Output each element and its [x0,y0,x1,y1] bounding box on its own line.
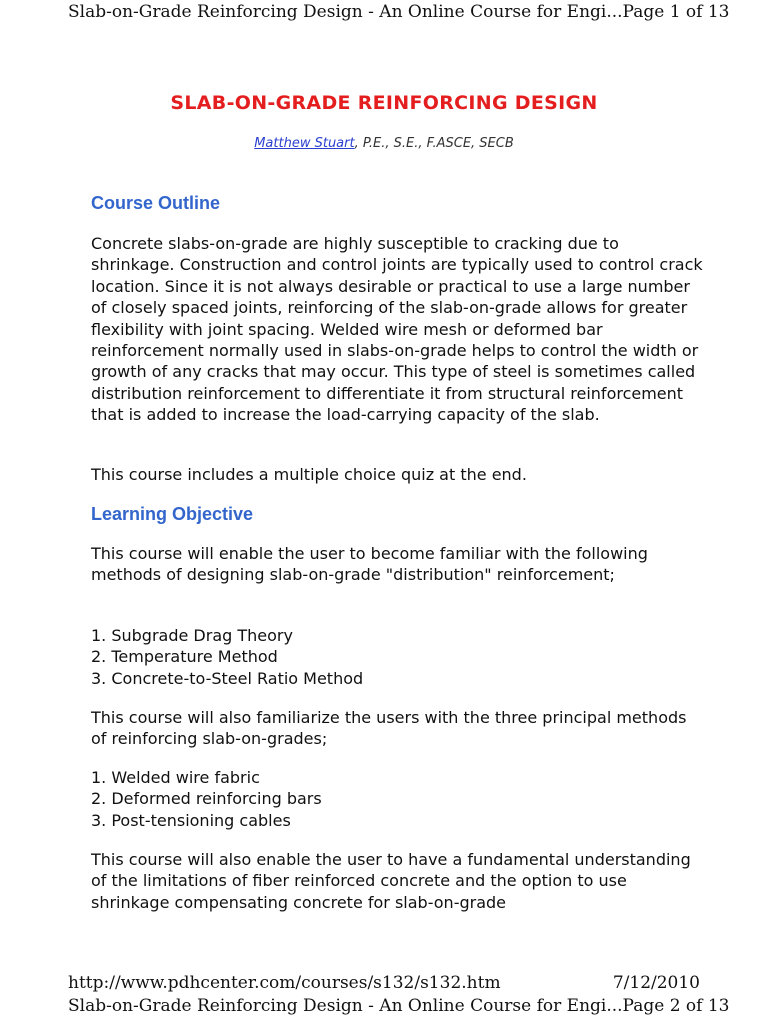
next-page-header-title: Slab-on-Grade Reinforcing Design - An Online Course for Engi... [68,996,623,1016]
footer-url: http://www.pdhcenter.com/courses/s132/s132.htm [68,973,501,993]
document-title: SLAB-ON-GRADE REINFORCING DESIGN [170,92,598,114]
list-item: 1. Subgrade Drag Theory [91,626,293,645]
author-credentials: , P.E., S.E., F.ASCE, SECB [354,136,514,151]
print-header [68,2,730,22]
quiz-note: This course includes a multiple choice quiz at the end. [91,465,527,484]
list-item: 3. Post-tensioning cables [91,810,291,830]
print-footer [68,973,700,993]
list-item: 2. Temperature Method [91,647,278,667]
list-item: 3. Concrete-to-Steel Ratio Method [91,668,364,688]
print-header-page-number: Page 1 of 13 [622,2,730,22]
course-outline-paragraph: Concrete slabs-on-grade are highly susceptible to cracking due to shrinkage. Construction and control joints are typically used to control crack location. Since it is not always desirable or practical to use a large number of closely spaced joints, reinforcing of the slab-on-grade allows for greater flexibility with joint spacing. Welded wire mesh or deformed bar reinforcement normally used in slabs-on-grade helps to control the width or growth of any cracks that may occur. This type of steel is sometimes called distribution reinforcement to differentiate it from structural reinforcement that is added to increase the load-carrying capacity of the slab. [91,234,703,425]
learning-objective-heading: Learning Objective [91,504,254,524]
footer-date: 7/12/2010 [612,973,700,993]
design-methods-list [91,625,363,689]
reinforcing-methods-list [91,767,322,831]
familiarize-paragraph: This course will also familiarize the users with the three principal methods of reinforcing slab-on-grades; [91,708,687,749]
author-link[interactable]: Matthew Stuart [254,136,355,151]
next-page-header-page-number: Page 2 of 13 [622,996,730,1016]
list-item: 1. Welded wire fabric [91,768,260,787]
author-byline [0,136,768,151]
print-header-title: Slab-on-Grade Reinforcing Design - An Online Course for Engi... [68,2,623,22]
list-item: 2. Deformed reinforcing bars [91,789,322,809]
learning-objective-intro: This course will enable the user to become familiar with the following methods of designing slab-on-grade "distribution" reinforcement; [91,544,648,585]
course-outline-heading: Course Outline [91,193,221,213]
fundamental-paragraph: This course will also enable the user to have a fundamental understanding of the limitations of fiber reinforced concrete and the option to use shrinkage compensating concrete for slab-on-grade [91,850,691,912]
next-page-header [68,996,730,1016]
